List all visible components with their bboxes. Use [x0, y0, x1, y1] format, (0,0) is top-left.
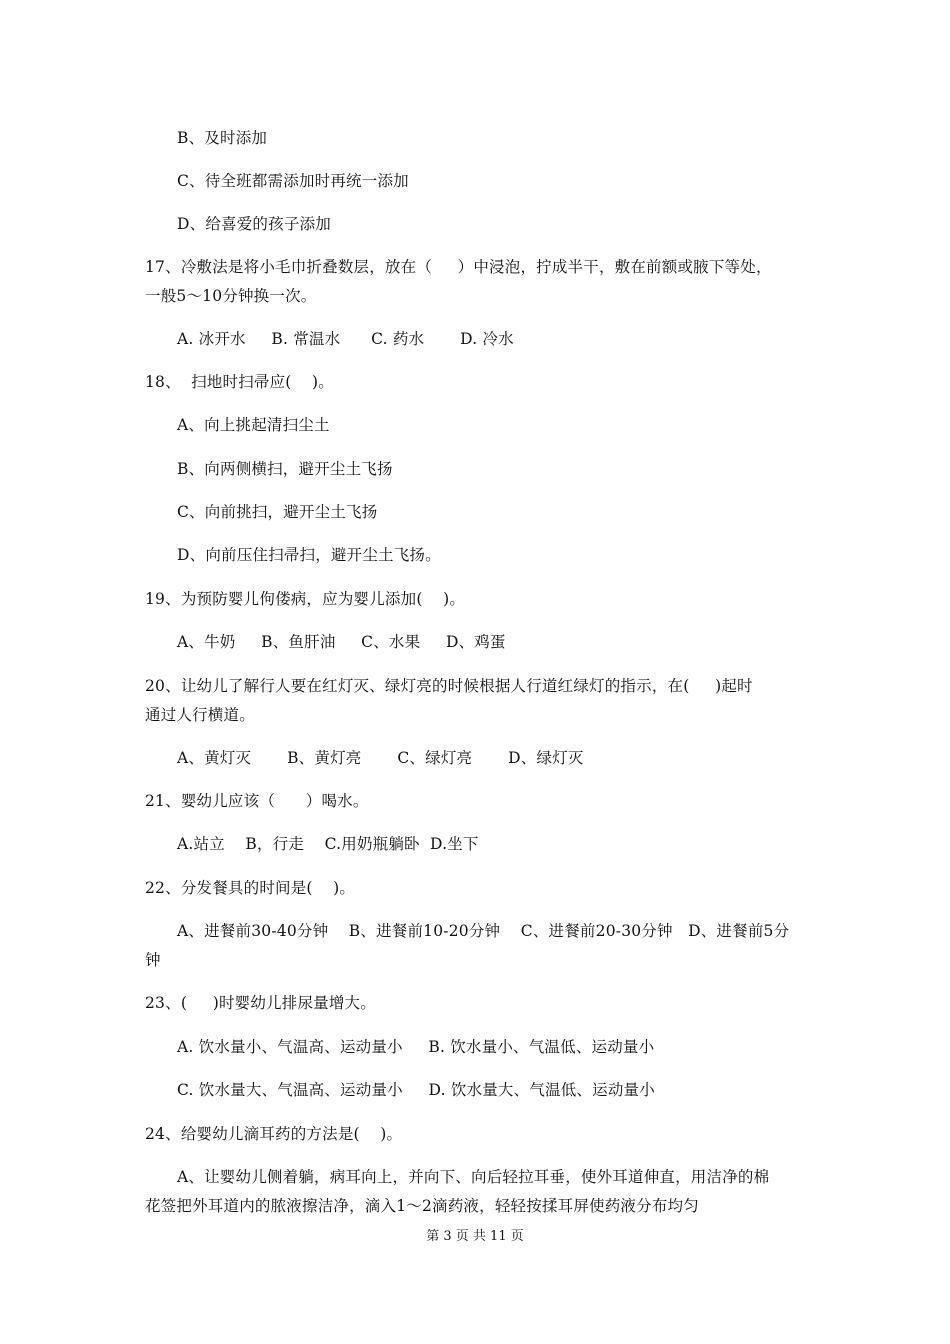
options-23-cd: C. 饮水量大、气温高、运动量小 D. 饮水量大、气温低、运动量小: [177, 1081, 655, 1099]
option-16b: B、及时添加: [177, 129, 268, 147]
question-21: 21、婴幼儿应该（ ）喝水。: [145, 792, 369, 810]
option-18c: C、向前挑扫，避开尘土飞扬: [177, 503, 378, 521]
option-24a-line-2: 花签把外耳道内的脓液擦洁净，滴入1～2滴药液，轻轻按揉耳屏使药液分布均匀: [145, 1197, 699, 1215]
question-24: 24、给婴幼儿滴耳药的方法是( )。: [145, 1125, 403, 1143]
page-footer: 第 3 页 共 11 页: [426, 1229, 524, 1244]
option-16d: D、给喜爱的孩子添加: [177, 215, 331, 233]
question-18: 18、 扫地时扫帚应( )。: [145, 373, 334, 391]
option-24a-line-1: A、让婴幼儿侧着躺，病耳向上，并向下、向后轻拉耳垂，使外耳道伸直，用洁净的棉: [177, 1168, 770, 1186]
option-16c: C、待全班都需添加时再统一添加: [177, 172, 409, 190]
options-22-line-2: 钟: [145, 951, 161, 969]
options-17: A. 冰开水 B. 常温水 C. 药水 D. 冷水: [177, 330, 514, 348]
option-18d: D、向前压住扫帚扫，避开尘土飞扬。: [177, 546, 441, 564]
option-18b: B、向两侧横扫，避开尘土飞扬: [177, 460, 393, 478]
options-23-ab: A. 饮水量小、气温高、运动量小 B. 饮水量小、气温低、运动量小: [177, 1038, 655, 1056]
options-20: A、黄灯灭 B、黄灯亮 C、绿灯亮 D、绿灯灭: [177, 749, 584, 767]
options-19: A、牛奶 B、鱼肝油 C、水果 D、鸡蛋: [177, 633, 506, 651]
options-22-line-1: A、进餐前30-40分钟 B、进餐前10-20分钟 C、进餐前20-30分钟 D、进餐前5分: [177, 922, 790, 940]
question-20-line-2: 通过人行横道。: [145, 706, 255, 724]
options-21: A.站立 B，行走 C.用奶瓶躺卧 D.坐下: [177, 835, 479, 853]
question-17-line-1: 17、冷敷法是将小毛巾折叠数层，放在（ ）中浸泡，拧成半干，敷在前额或腋下等处，: [145, 258, 772, 276]
question-23: 23、( )时婴幼儿排尿量增大。: [145, 994, 376, 1012]
question-20-line-1: 20、让幼儿了解行人要在红灯灭、绿灯亮的时候根据人行道红绿灯的指示，在( )起时: [145, 677, 753, 695]
question-22: 22、分发餐具的时间是( )。: [145, 879, 356, 897]
question-19: 19、为预防婴儿佝偻病，应为婴儿添加( )。: [145, 590, 466, 608]
option-18a: A、向上挑起清扫尘土: [177, 416, 330, 434]
question-17-line-2: 一般5～10分钟换一次。: [145, 287, 317, 305]
